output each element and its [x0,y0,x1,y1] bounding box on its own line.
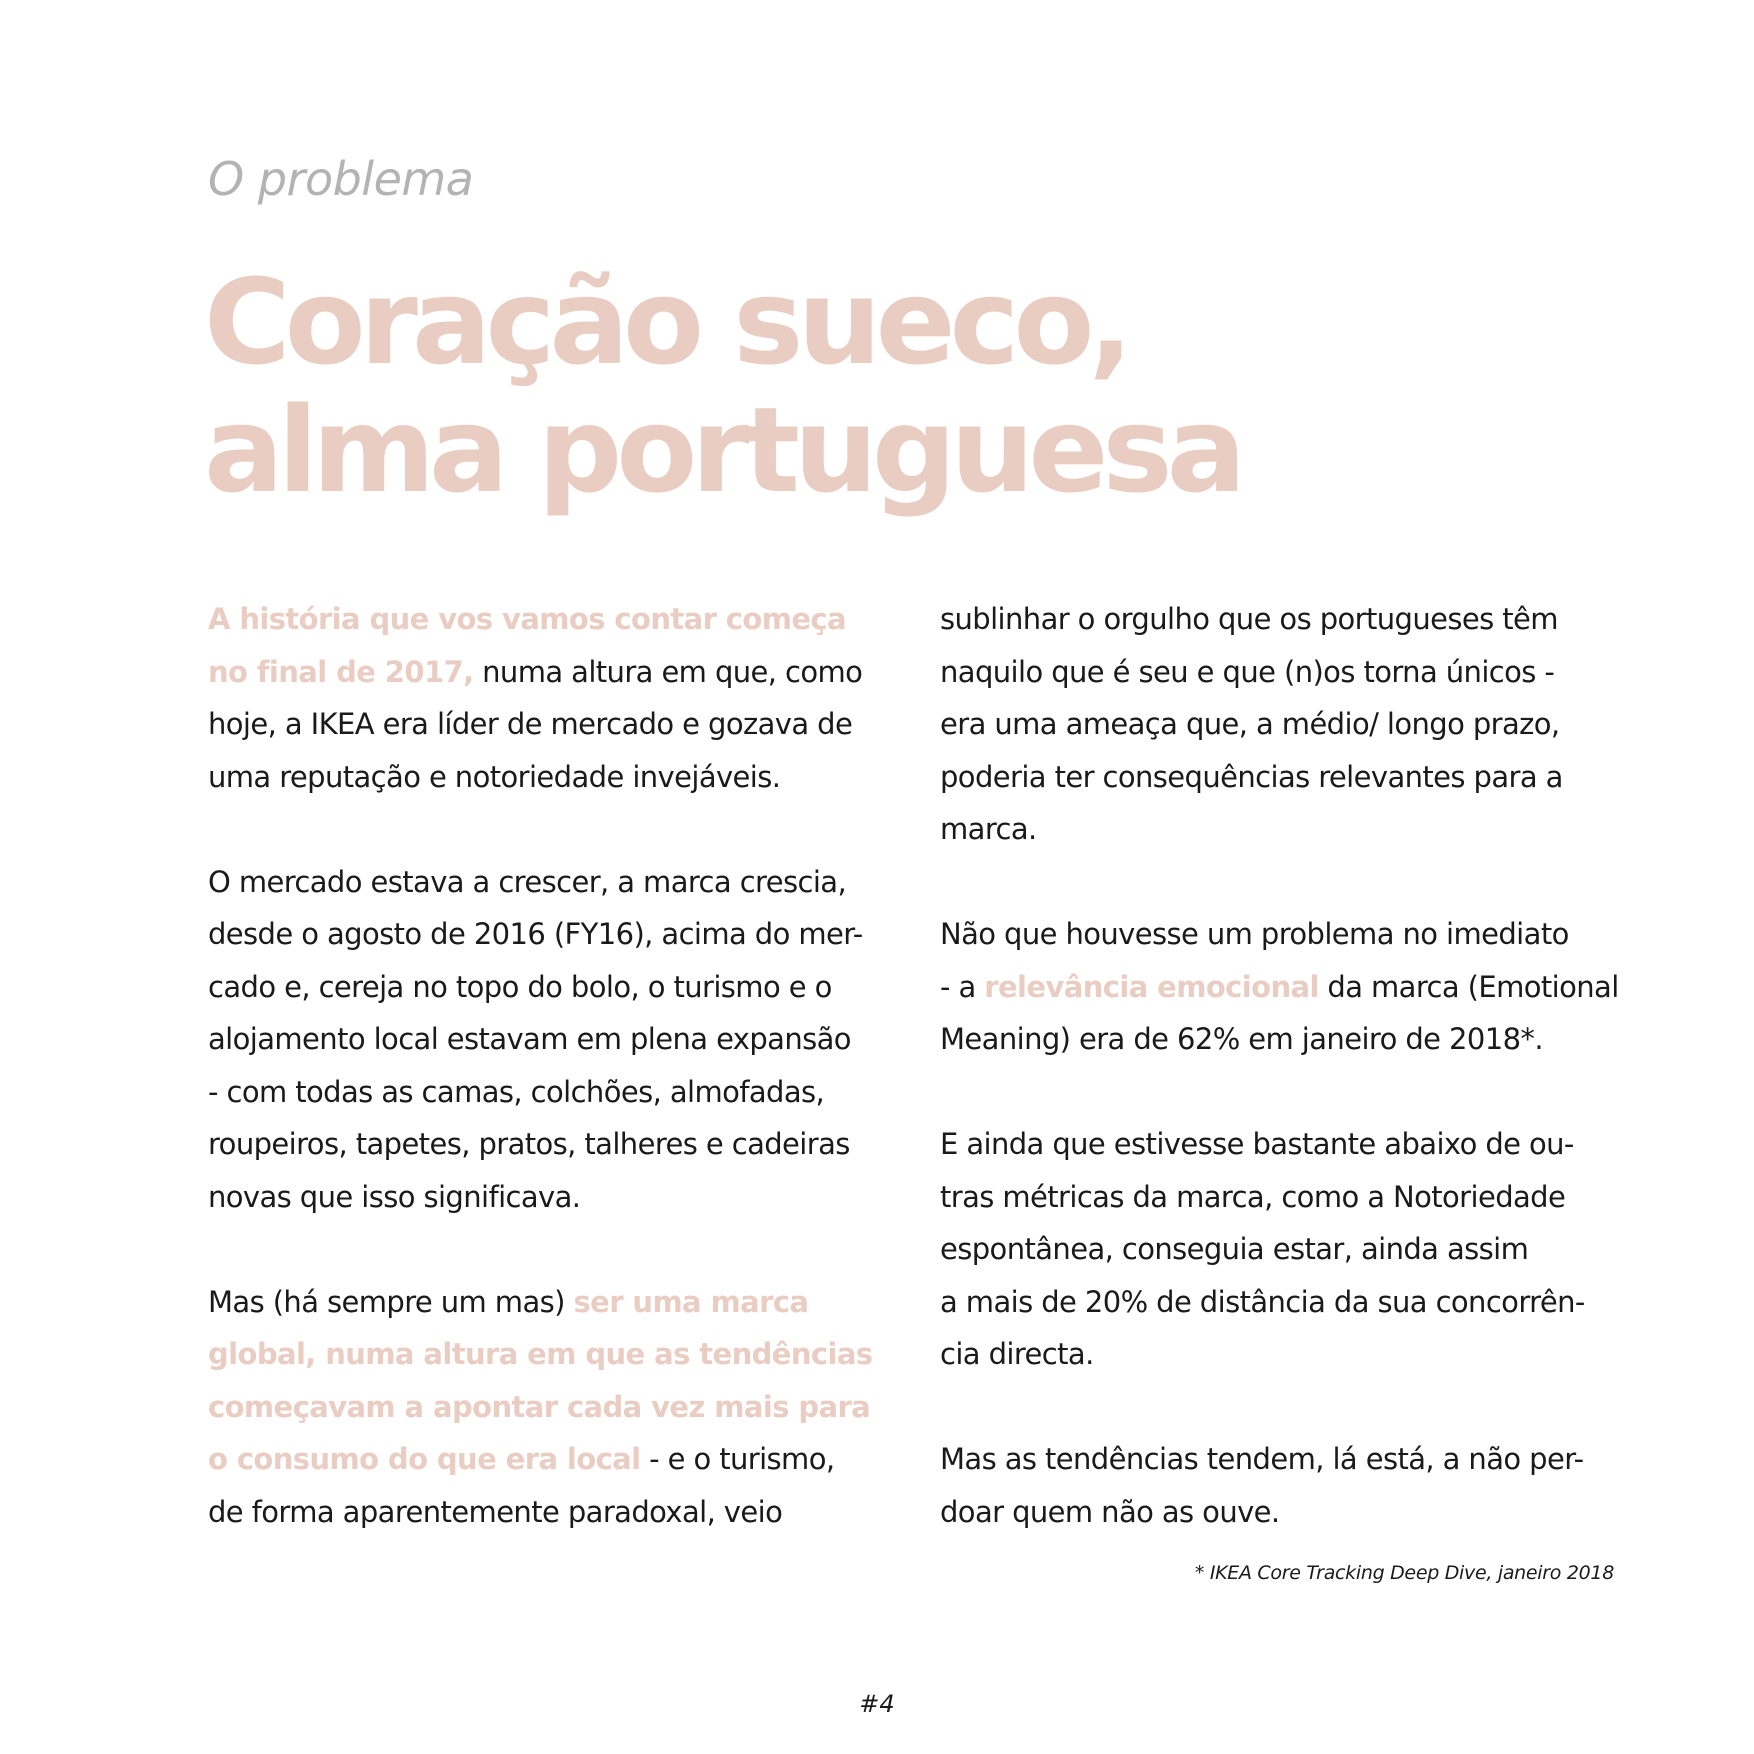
body-text: poderia ter consequências relevantes para a [940,759,1563,794]
body-text: Mas as tendências tendem, lá está, a não per- [940,1442,1584,1476]
page-number: #4 [859,1690,895,1718]
body-text: numa altura em que, como [473,654,863,689]
body-text: - e o turismo, [640,1442,835,1476]
body-text: alojamento local estavam em plena expansão [208,1022,851,1056]
section-kicker: O problema [208,152,474,206]
body-text: desde o agosto de 2016 (FY16), acima do mer- [208,917,863,951]
body-text: Não que houvesse um problema no imediato [940,917,1569,951]
body-text: uma reputação e notoriedade invejáveis. [208,759,781,794]
body-text: era uma ameaça que, a médio/ longo prazo, [940,707,1560,741]
title-line-2: alma portuguesa [204,381,1241,519]
highlight-text: ser uma marca [573,1284,809,1319]
body-text: a mais de 20% de distância da sua concorrên- [940,1284,1585,1319]
highlight-text: o consumo do que era local [208,1442,641,1476]
body-text: cado e, cereja no topo do bolo, o turismo e o [208,969,832,1004]
body-text: tras métricas da marca, como a Notoriedade [940,1179,1566,1214]
body-text: hoje, a IKEA era líder de mercado e gozava de [208,707,853,741]
highlight-text: no final de 2017, [208,654,474,689]
body-text: doar quem não as ouve. [940,1494,1280,1529]
paragraph-intro [208,593,888,803]
right-column [940,593,1620,1538]
paragraph-global [208,1276,888,1539]
body-text: E ainda que estivesse bastante abaixo de ou- [940,1127,1574,1161]
body-text: Mas (há sempre um mas) [208,1284,574,1319]
paragraph-trends [940,1433,1620,1538]
body-text: - a [940,969,985,1004]
left-column [208,593,888,1538]
body-text: marca. [940,812,1037,846]
page-title [204,253,1241,519]
title-line-1: Coração sueco, [204,253,1128,391]
body-text: da marca (Emotional [1318,969,1619,1004]
paragraph-pride [940,593,1620,856]
highlight-text: A história que vos vamos contar começa [208,602,846,636]
highlight-text: relevância emocional [984,969,1319,1004]
body-text: Meaning) era de 62% em janeiro de 2018*. [940,1022,1543,1056]
paragraph-market [208,856,888,1224]
body-text: - com todas as camas, colchões, almofadas, [208,1074,825,1109]
body-text: espontânea, conseguia estar, ainda assim [940,1232,1529,1266]
body-text: cia directa. [940,1337,1094,1371]
body-text: roupeiros, tapetes, pratos, talheres e cadeiras [208,1127,850,1161]
body-text: sublinhar o orgulho que os portugueses têm [940,602,1558,636]
body-text: de forma aparentemente paradoxal, veio [208,1494,783,1529]
body-text: novas que isso significava. [208,1179,581,1214]
footnote: * IKEA Core Tracking Deep Dive, janeiro 2018 [1194,1562,1614,1584]
paragraph-relevance [940,908,1620,1066]
body-text: O mercado estava a crescer, a marca crescia, [208,864,847,899]
paragraph-metrics [940,1118,1620,1381]
highlight-text: global, numa altura em que as tendências [208,1337,873,1371]
highlight-text: começavam a apontar cada vez mais para [208,1389,871,1424]
body-text: naquilo que é seu e que (n)os torna únicos - [940,654,1555,689]
